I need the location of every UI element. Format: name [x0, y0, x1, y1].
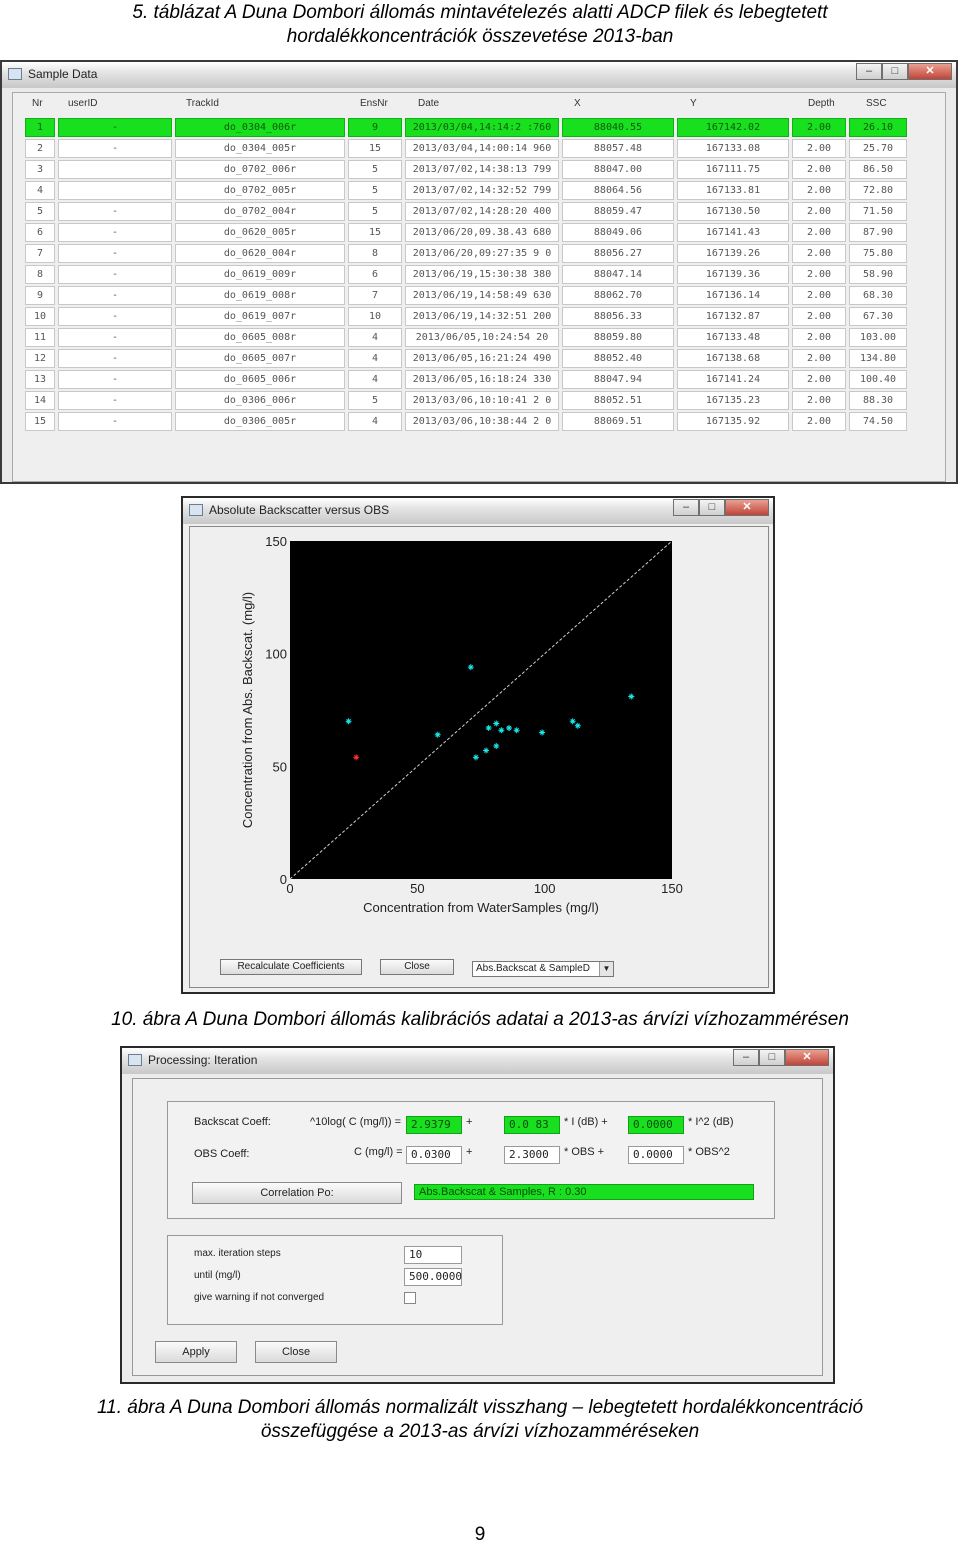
table-row[interactable]	[25, 349, 907, 368]
table-cell	[58, 160, 172, 179]
table-cell: 88049.06	[562, 223, 674, 242]
table-cell	[58, 181, 172, 200]
table-cell: -	[58, 244, 172, 263]
iteration-group	[167, 1235, 503, 1325]
backscat-term-3: * I^2 (dB)	[688, 1116, 734, 1128]
table-cell: do_0306_006r	[175, 391, 345, 410]
table-cell: 7	[348, 286, 402, 305]
column-header[interactable]: Depth	[808, 98, 835, 109]
table-cell: 167139.26	[677, 244, 789, 263]
column-header[interactable]: X	[574, 98, 581, 109]
x-tick-label: 100	[533, 881, 556, 896]
backscat-label: Backscat Coeff:	[194, 1116, 271, 1128]
backscatter-title: Absolute Backscatter versus OBS	[209, 503, 390, 517]
table-cell: do_0702_005r	[175, 181, 345, 200]
max-iter-input[interactable]: 10	[404, 1246, 462, 1264]
minimize-button[interactable]: –	[673, 499, 699, 516]
table-cell: 15	[25, 412, 55, 431]
table-cell: 167139.36	[677, 265, 789, 284]
table-cell: 88040.55	[562, 118, 674, 137]
x-axis-label: Concentration from WaterSamples (mg/l)	[363, 900, 599, 915]
figure11-caption-line2: összefüggése a 2013-as árvízi vízhozamméréseken	[260, 1421, 700, 1442]
table-cell: 88047.14	[562, 265, 674, 284]
table-cell: 2.00	[792, 244, 846, 263]
table-cell: 2013/06/19,15:30:38 380	[405, 265, 559, 284]
app-icon	[189, 504, 203, 516]
table-cell: 2.00	[792, 202, 846, 221]
table-cell: 2013/03/04,14:14:2 :760	[405, 118, 559, 137]
correlation-value: Abs.Backscat & Samples, R : 0.30	[414, 1184, 754, 1200]
table-cell: do_0619_007r	[175, 307, 345, 326]
coefficients-group	[167, 1101, 775, 1219]
table-cell: 86.50	[849, 160, 907, 179]
table-cell: 2.00	[792, 391, 846, 410]
table-cell: 2.00	[792, 286, 846, 305]
chevron-down-icon: ▼	[599, 962, 613, 976]
column-header[interactable]: SSC	[866, 98, 887, 109]
table-cell: 6	[348, 265, 402, 284]
table-cell: 6	[25, 223, 55, 242]
backscat-coeff-c[interactable]: 0.0000	[628, 1116, 684, 1134]
obs-term-3: * OBS^2	[688, 1146, 730, 1158]
table-cell: -	[58, 370, 172, 389]
table-cell: 167111.75	[677, 160, 789, 179]
sample-data-title: Sample Data	[28, 67, 98, 81]
close-window-button[interactable]: ✕	[908, 63, 952, 80]
backscatter-window	[181, 496, 775, 994]
y-axis-label: Concentration from Abs. Backscat. (mg/l)	[240, 591, 255, 829]
obs-formula: C (mg/l) =	[354, 1146, 403, 1158]
table-cell: 9	[348, 118, 402, 137]
table-cell: 167138.68	[677, 349, 789, 368]
y-tick-label: 0	[279, 872, 287, 887]
table-row[interactable]	[25, 286, 907, 305]
table-cell: do_0620_004r	[175, 244, 345, 263]
backscat-coeff-a[interactable]: 2.9379	[406, 1116, 462, 1134]
table-cell: 167135.92	[677, 412, 789, 431]
table-cell: 15	[348, 139, 402, 158]
table-cell: 15	[348, 223, 402, 242]
close-button[interactable]: Close	[255, 1341, 337, 1363]
table-cell: 13	[25, 370, 55, 389]
table-cell: 88047.94	[562, 370, 674, 389]
table-cell: do_0702_006r	[175, 160, 345, 179]
backscatter-frame	[189, 526, 769, 988]
table-cell: 4	[348, 412, 402, 431]
backscat-coeff-b[interactable]: 0.0 83	[504, 1116, 560, 1134]
table-cell: 12	[25, 349, 55, 368]
table-cell: 88069.51	[562, 412, 674, 431]
sample-grid	[22, 116, 910, 433]
table-row[interactable]	[25, 223, 907, 242]
table-cell: 167136.14	[677, 286, 789, 305]
table-cell: 167141.43	[677, 223, 789, 242]
table-cell: 2	[25, 139, 55, 158]
table-caption-line2: hordalékkoncentrációk összevetése 2013-ban	[286, 26, 674, 47]
scatter-chart	[190, 527, 772, 991]
table-cell: do_0605_007r	[175, 349, 345, 368]
table-cell: 2013/03/04,14:00:14 960	[405, 139, 559, 158]
table-cell: 2.00	[792, 349, 846, 368]
correlation-button[interactable]: Correlation Po:	[192, 1182, 402, 1204]
warn-label: give warning if not converged	[194, 1292, 325, 1303]
table-cell: 11	[25, 328, 55, 347]
table-cell: 2013/06/19,14:32:51 200	[405, 307, 559, 326]
obs-term-1: +	[466, 1146, 473, 1158]
table-cell: 8	[348, 244, 402, 263]
x-tick-label: 150	[661, 881, 683, 896]
table-cell: 8	[25, 265, 55, 284]
table-cell: -	[58, 118, 172, 137]
table-row[interactable]	[25, 244, 907, 263]
table-cell: -	[58, 265, 172, 284]
table-cell: -	[58, 223, 172, 242]
table-cell: 5	[348, 160, 402, 179]
y-tick-label: 50	[272, 759, 287, 775]
table-cell: 14	[25, 391, 55, 410]
apply-button[interactable]: Apply	[155, 1341, 237, 1363]
table-cell: 167130.50	[677, 202, 789, 221]
app-icon	[8, 68, 22, 80]
processing-titlebar[interactable]	[122, 1048, 833, 1074]
table-cell: 2013/06/20,09:27:35 9 0	[405, 244, 559, 263]
processing-window	[120, 1046, 835, 1384]
table-cell: 88059.47	[562, 202, 674, 221]
table-cell: 88056.33	[562, 307, 674, 326]
table-cell: 68.30	[849, 286, 907, 305]
table-cell: 4	[25, 181, 55, 200]
column-header[interactable]: TrackId	[186, 98, 219, 109]
table-cell: 88062.70	[562, 286, 674, 305]
column-header[interactable]: EnsNr	[360, 98, 388, 109]
obs-term-2: * OBS +	[564, 1146, 605, 1158]
table-cell: 1	[25, 118, 55, 137]
table-cell: 167135.23	[677, 391, 789, 410]
obs-coeff-b[interactable]: 2.3000	[504, 1146, 560, 1164]
table-cell: -	[58, 328, 172, 347]
table-cell: 88052.40	[562, 349, 674, 368]
table-cell: 88052.51	[562, 391, 674, 410]
table-cell: -	[58, 349, 172, 368]
figure10-caption: 10. ábra A Duna Dombori állomás kalibrációs adatai a 2013-as árvízi vízhozammérésen	[111, 1009, 849, 1030]
figure11-caption	[0, 1396, 960, 1444]
processing-frame	[132, 1078, 823, 1376]
table-cell: 2.00	[792, 265, 846, 284]
table-cell: 2.00	[792, 328, 846, 347]
table-cell: 5	[25, 202, 55, 221]
maximize-button[interactable]: □	[699, 499, 725, 516]
table-cell: 58.90	[849, 265, 907, 284]
table-cell: 5	[348, 181, 402, 200]
table-row[interactable]	[25, 181, 907, 200]
table-cell: 88047.00	[562, 160, 674, 179]
table-cell: -	[58, 139, 172, 158]
table-row[interactable]	[25, 160, 907, 179]
table-cell: 88059.80	[562, 328, 674, 347]
table-row[interactable]	[25, 391, 907, 410]
obs-label: OBS Coeff:	[194, 1148, 250, 1160]
table-row[interactable]	[25, 139, 907, 158]
table-cell: 10	[25, 307, 55, 326]
processing-title: Processing: Iteration	[148, 1053, 258, 1067]
y-tick-label: 150	[265, 534, 287, 549]
column-header[interactable]: Y	[690, 98, 697, 109]
minimize-button[interactable]: –	[856, 63, 882, 80]
table-cell: do_0620_005r	[175, 223, 345, 242]
maximize-button[interactable]: □	[759, 1049, 785, 1066]
table-cell: 7	[25, 244, 55, 263]
column-header[interactable]: Date	[418, 98, 440, 109]
table-caption-line1: 5. táblázat A Duna Dombori állomás mintavételezés alatti ADCP filek és lebegtetett	[132, 2, 828, 23]
warn-checkbox[interactable]	[404, 1292, 416, 1304]
table-cell: 88.30	[849, 391, 907, 410]
table-cell: 25.70	[849, 139, 907, 158]
obs-coeff-a[interactable]: 0.0300	[406, 1146, 462, 1164]
table-cell: 103.00	[849, 328, 907, 347]
table-cell: 9	[25, 286, 55, 305]
table-cell: -	[58, 307, 172, 326]
sample-data-titlebar[interactable]	[2, 62, 956, 88]
table-cell: 10	[348, 307, 402, 326]
table-cell: -	[58, 202, 172, 221]
table-cell: do_0605_006r	[175, 370, 345, 389]
table-cell: do_0304_006r	[175, 118, 345, 137]
table-cell: 167133.08	[677, 139, 789, 158]
table-cell: 2.00	[792, 223, 846, 242]
table-cell: 2.00	[792, 412, 846, 431]
table-row[interactable]	[25, 328, 907, 347]
table-cell: -	[58, 391, 172, 410]
series-dropdown[interactable]	[472, 961, 614, 977]
table-cell: 2013/03/06,10:38:44 2 0	[405, 412, 559, 431]
table-cell: 87.90	[849, 223, 907, 242]
table-cell: 2013/06/05,16:21:24 490	[405, 349, 559, 368]
backscat-term-1: +	[466, 1116, 473, 1128]
table-cell: 2.00	[792, 118, 846, 137]
table-cell: 167133.48	[677, 328, 789, 347]
table-cell: do_0306_005r	[175, 412, 345, 431]
table-cell: do_0304_005r	[175, 139, 345, 158]
close-window-button[interactable]: ✕	[725, 499, 769, 516]
until-input[interactable]: 500.0000	[404, 1268, 462, 1286]
table-cell: 2013/06/19,14:58:49 630	[405, 286, 559, 305]
table-cell: 134.80	[849, 349, 907, 368]
table-cell: 2013/06/05,10:24:54 20	[405, 328, 559, 347]
table-cell: 3	[25, 160, 55, 179]
x-tick-label: 0	[286, 881, 294, 896]
table-row[interactable]	[25, 412, 907, 431]
table-cell: 88056.27	[562, 244, 674, 263]
table-row[interactable]	[25, 370, 907, 389]
maximize-button[interactable]: □	[882, 63, 908, 80]
table-row[interactable]	[25, 265, 907, 284]
close-button[interactable]: Close	[380, 959, 454, 975]
backscatter-titlebar[interactable]	[183, 498, 773, 524]
table-cell: 4	[348, 349, 402, 368]
table-cell: -	[58, 286, 172, 305]
table-cell: 4	[348, 328, 402, 347]
table-cell: 167142.02	[677, 118, 789, 137]
table-cell: 2.00	[792, 139, 846, 158]
minimize-button[interactable]: –	[733, 1049, 759, 1066]
table-cell: do_0619_009r	[175, 265, 345, 284]
table-cell: 2013/06/20,09.38.43 680	[405, 223, 559, 242]
table-cell: 2.00	[792, 307, 846, 326]
table-caption	[0, 1, 960, 49]
table-cell: 71.50	[849, 202, 907, 221]
table-cell: 88064.56	[562, 181, 674, 200]
table-cell: 74.50	[849, 412, 907, 431]
close-window-button[interactable]: ✕	[785, 1049, 829, 1066]
table-cell: 4	[348, 370, 402, 389]
table-cell: 2013/07/02,14:38:13 799	[405, 160, 559, 179]
table-cell: 167132.87	[677, 307, 789, 326]
y-tick-label: 100	[265, 646, 287, 662]
table-cell: 26.10	[849, 118, 907, 137]
table-cell: 2.00	[792, 160, 846, 179]
table-cell: 100.40	[849, 370, 907, 389]
table-cell: 88057.48	[562, 139, 674, 158]
figure11-caption-line1: 11. ábra A Duna Dombori állomás normalizált visszhang – lebegtetett hordalékkoncentráció	[96, 1397, 864, 1418]
table-cell: do_0619_008r	[175, 286, 345, 305]
table-cell: 2013/06/05,16:18:24 330	[405, 370, 559, 389]
table-cell: 2013/07/02,14:32:52 799	[405, 181, 559, 200]
table-cell: 2013/07/02,14:28:20 400	[405, 202, 559, 221]
table-cell: 167141.24	[677, 370, 789, 389]
obs-coeff-c[interactable]: 0.0000	[628, 1146, 684, 1164]
backscat-formula: ^10log( C (mg/l)) =	[310, 1116, 402, 1128]
table-cell: do_0605_008r	[175, 328, 345, 347]
app-icon	[128, 1054, 142, 1066]
recalculate-button[interactable]: Recalculate Coefficients	[220, 959, 362, 975]
series-dropdown-value: Abs.Backscat & SampleD	[476, 963, 590, 974]
table-cell: 67.30	[849, 307, 907, 326]
column-header[interactable]: Nr	[32, 98, 43, 109]
column-header[interactable]: userID	[68, 98, 98, 109]
table-cell: 2.00	[792, 370, 846, 389]
table-cell: 2013/03/06,10:10:41 2 0	[405, 391, 559, 410]
table-cell: 5	[348, 202, 402, 221]
x-tick-label: 50	[410, 881, 425, 896]
table-row[interactable]	[25, 118, 907, 137]
table-row[interactable]	[25, 307, 907, 326]
table-cell: 75.80	[849, 244, 907, 263]
table-row[interactable]	[25, 202, 907, 221]
page-number: 9	[474, 1524, 486, 1545]
table-cell: 5	[348, 391, 402, 410]
table-cell: 2.00	[792, 181, 846, 200]
table-cell: do_0702_004r	[175, 202, 345, 221]
table-cell: -	[58, 412, 172, 431]
table-cell: 167133.81	[677, 181, 789, 200]
backscat-term-2: * I (dB) +	[564, 1116, 608, 1128]
max-iter-label: max. iteration steps	[194, 1248, 281, 1259]
table-cell: 72.80	[849, 181, 907, 200]
until-label: until (mg/l)	[194, 1270, 241, 1281]
